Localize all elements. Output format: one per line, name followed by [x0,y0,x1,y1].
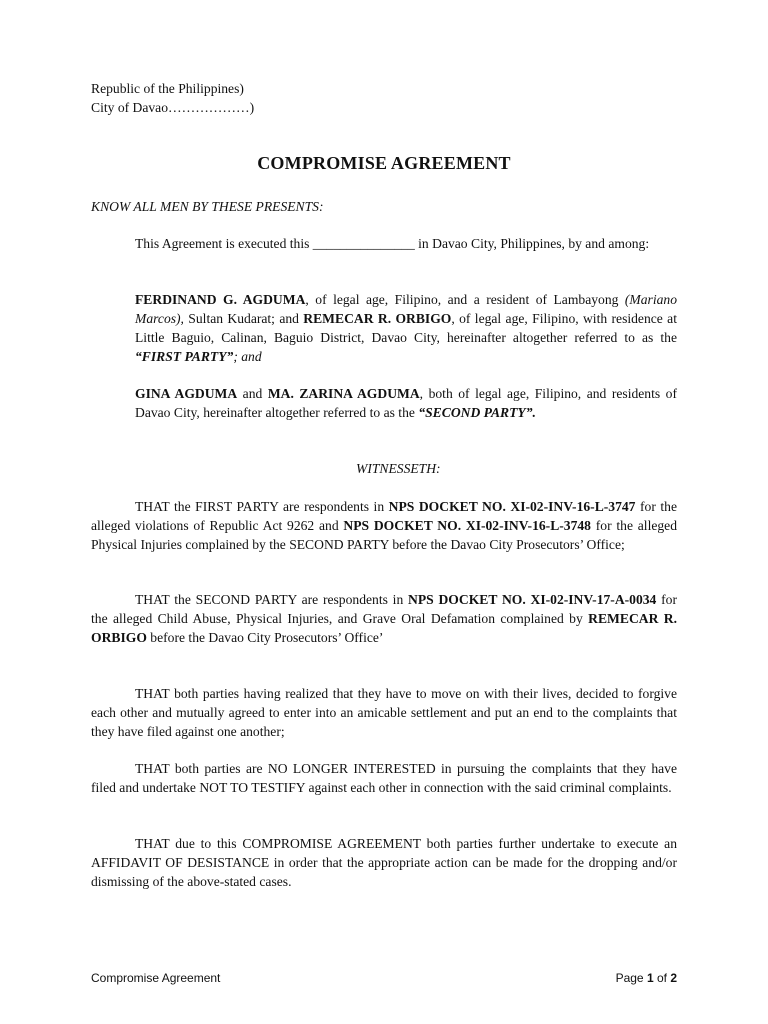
clause-second-party-docket: THAT the SECOND PARTY are respondents in NPS DOCKET NO. XI-02-INV-17-A-0034 for the alleged Child Abuse, Physical Injuries, and Grave Oral Defamation complained by REMECAR R. ORBIGO before the Davao City Prosecutors’ Office’ [91,592,677,645]
second-party-name-1: GINA AGDUMA [135,386,238,401]
docket-3747: NPS DOCKET NO. XI-02-INV-16-L-3747 [388,499,636,514]
opening-line: KNOW ALL MEN BY THESE PRESENTS: [91,199,324,214]
clause-no-longer-interested: THAT both parties are NO LONGER INTERESTED in pursuing the complaints that they have filed and undertake NOT TO TESTIFY against each other in connection with the said criminal complaints. [91,761,677,795]
witnesseth-heading: WITNESSETH: [356,461,441,476]
current-page: 1 [646,971,654,985]
clause-affidavit-desistance: THAT due to this COMPROMISE AGREEMENT both parties further undertake to execute an AFFIDAVIT OF DESISTANCE in order that the appropriate action can be made for the dropping and/or dismissing of the above-stated cases. [91,836,677,889]
clause-amicable-settlement: THAT both parties having realized that they have to move on with their lives, decided to forgive each other and mutually agreed to enter into an amicable settlement and put an end to the complaints that they have filed against one another; [91,686,677,739]
docket-0034: NPS DOCKET NO. XI-02-INV-17-A-0034 [408,592,657,607]
header-republic: Republic of the Philippines) [91,81,244,96]
total-pages: 2 [670,971,677,985]
first-party-paragraph: FERDINAND G. AGDUMA, of legal age, Filipino, and a resident of Lambayong (Mariano Marcos), Sultan Kudarat; and REMECAR R. ORBIGO, of legal age, Filipino, with residence at Little Baguio, Calinan, Baguio District, Davao City, hereinafter altogether referred to as the “FIRST PARTY”; and [135,292,677,364]
header-city: City of Davao………………) [91,100,255,115]
document-title: COMPROMISE AGREEMENT [257,153,511,173]
second-party-paragraph: GINA AGDUMA and MA. ZARINA AGDUMA, both of legal age, Filipino, and residents of Davao City, hereinafter altogether referred to as the “SECOND PARTY”. [135,386,677,420]
complainant-name: REMECAR R. ORBIGO [91,611,677,645]
footer-page-number: Page 1 of 2 [615,971,677,985]
first-party-name-1: FERDINAND G. AGDUMA [135,292,306,307]
first-party-label: “FIRST PARTY” [135,349,234,364]
footer-title: Compromise Agreement [91,971,221,985]
second-party-name-2: MA. ZARINA AGDUMA [267,386,420,401]
second-party-label: “SECOND PARTY”. [418,405,536,420]
docket-3748: NPS DOCKET NO. XI-02-INV-16-L-3748 [343,518,591,533]
first-party-place: (Mariano Marcos), [135,292,677,326]
first-party-name-2: REMECAR R. ORBIGO [303,311,452,326]
clause-first-party-dockets: THAT the FIRST PARTY are respondents in NPS DOCKET NO. XI-02-INV-16-L-3747 for the alleged violations of Republic Act 9262 and NPS DOCKET NO. XI-02-INV-16-L-3748 for the alleged Physical Injuries complained by the SECOND PARTY before the Davao City Prosecutors’ Office; [91,499,678,552]
intro-paragraph: This Agreement is executed this _______________ in Davao City, Philippines, by and among: [135,236,650,251]
